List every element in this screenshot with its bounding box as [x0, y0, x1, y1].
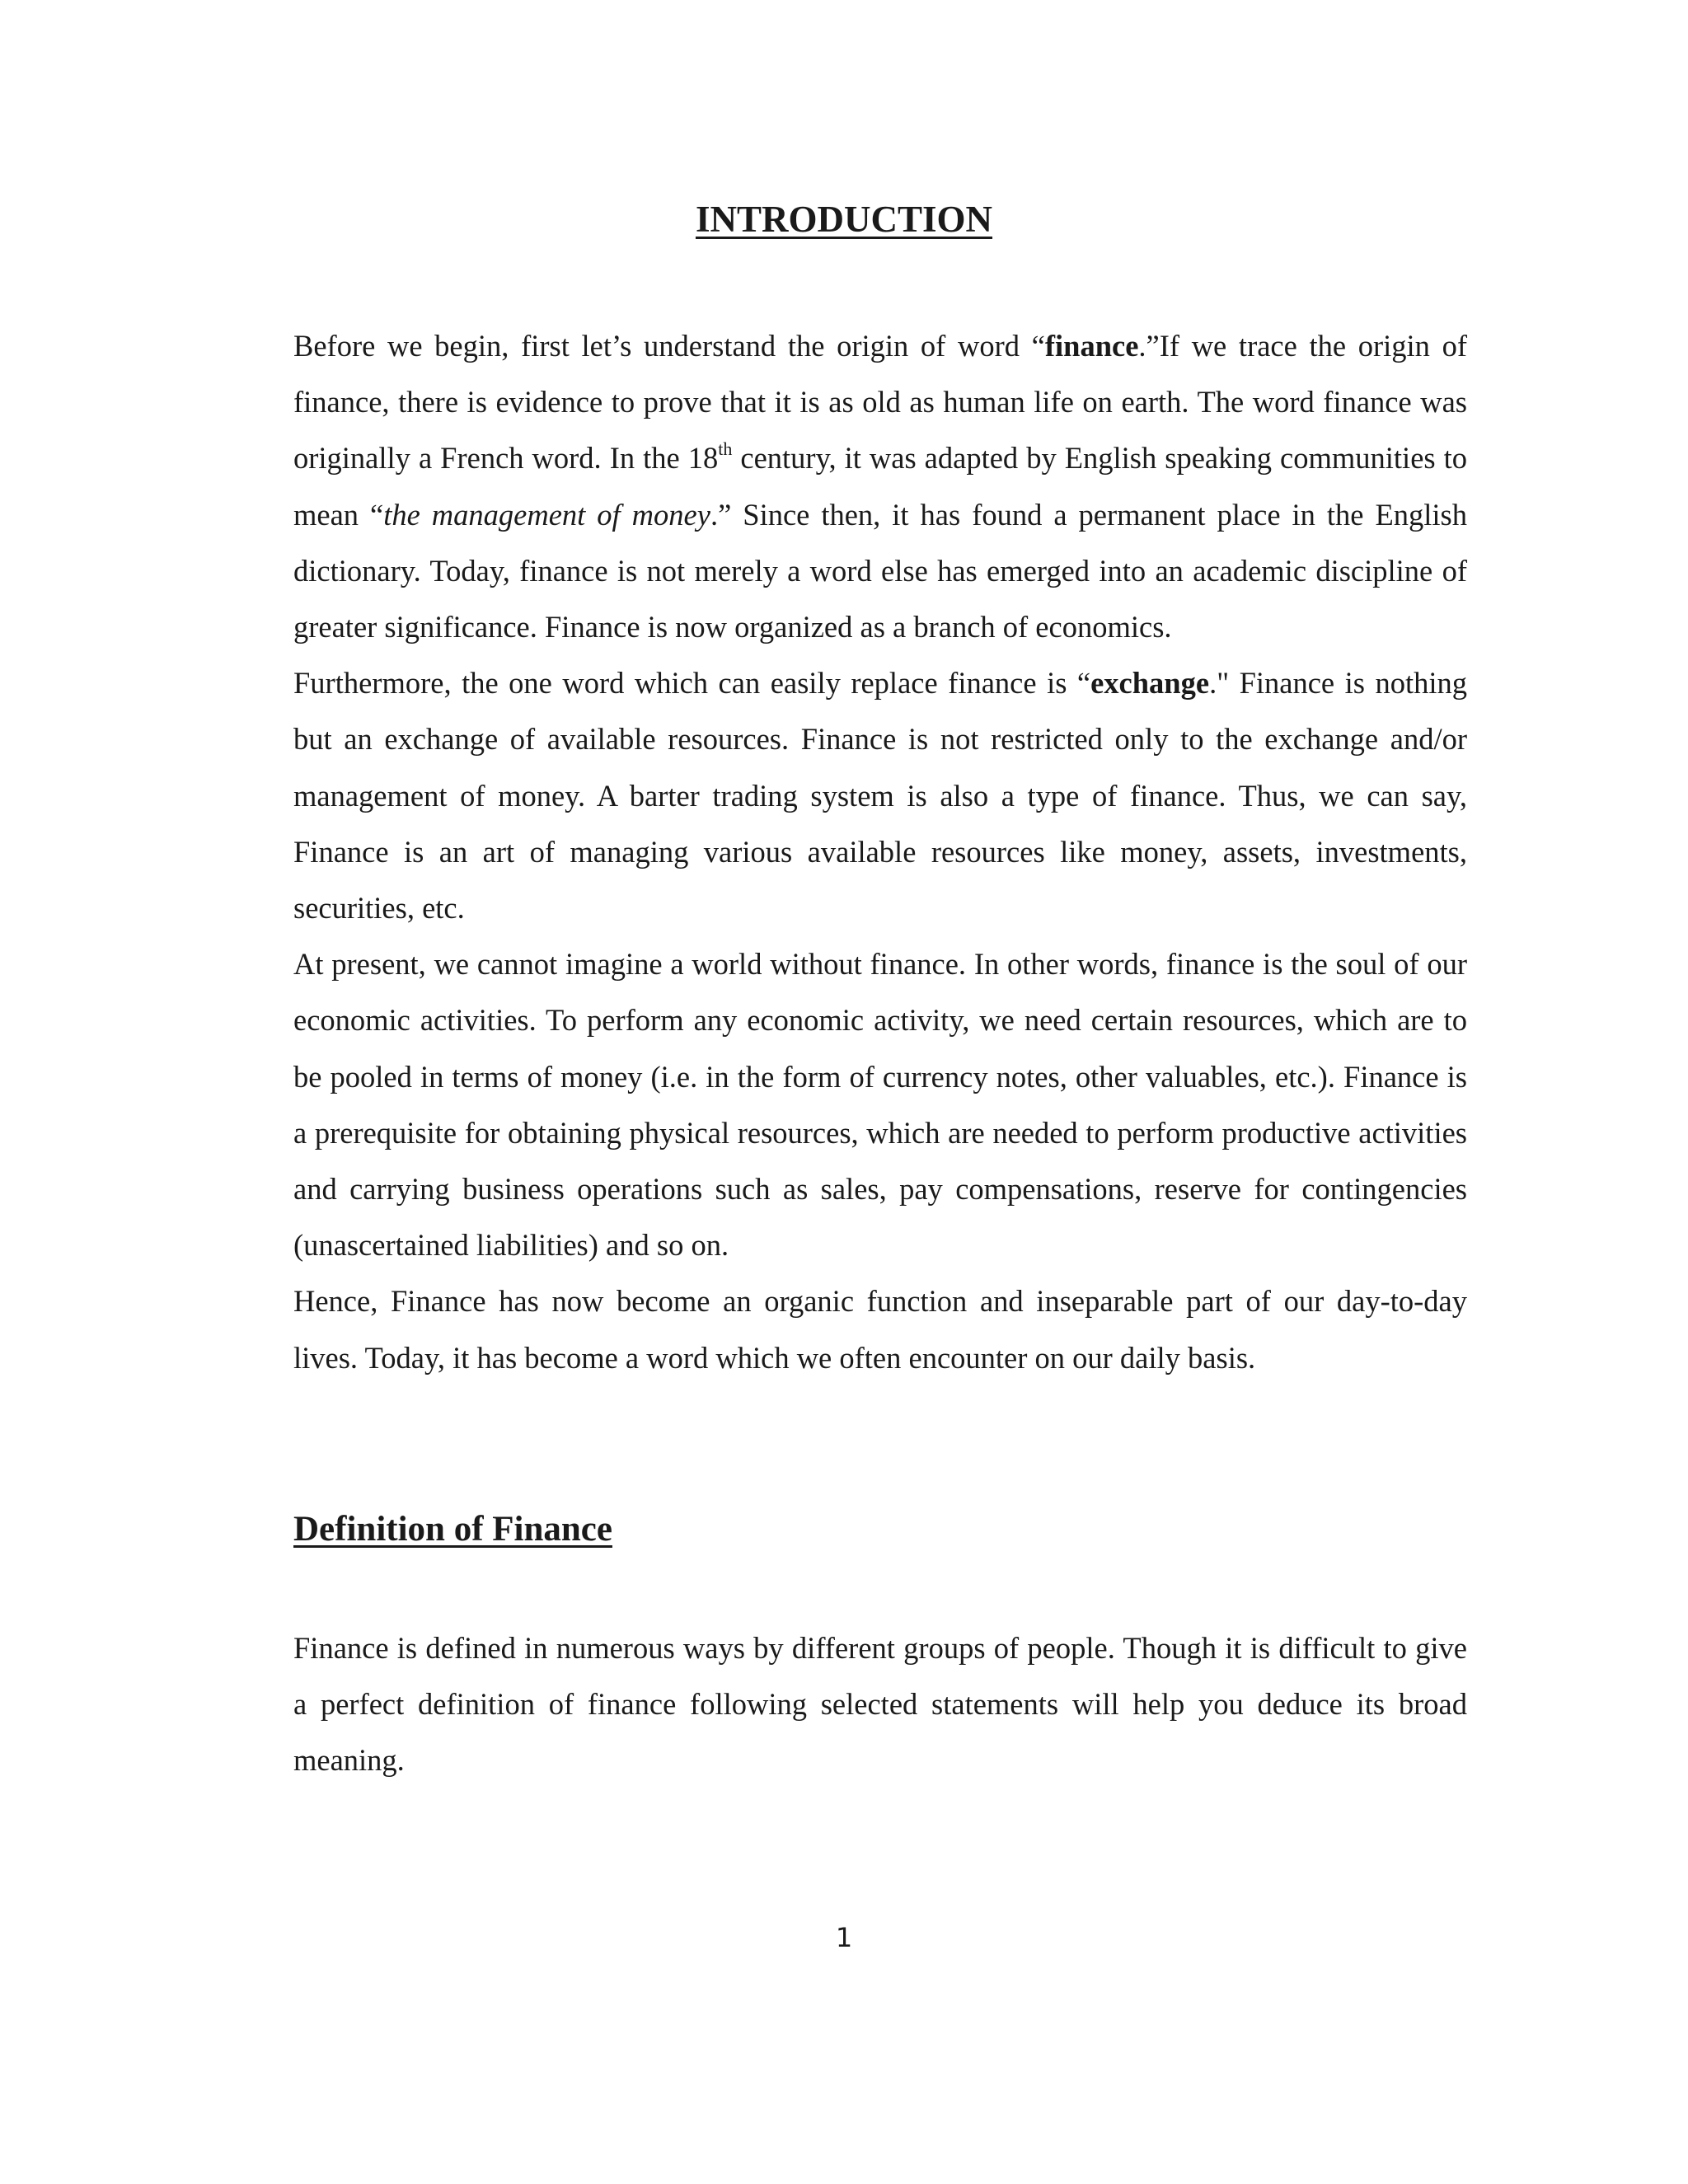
section-heading-definition — [293, 1507, 612, 1553]
intro-p2-text-2: ." Finance is nothing but an exchange of available resources. Finance is not restricted only to the exchange and/or management of money. A barter trading system is also a type of finance. Thus, we can say, Finance is an art of managing various available resources like money, assets, investments, securities, etc. — [293, 666, 1467, 926]
intro-p1-text-4: .” Since then, it has found a permanent place in the English dictionary. Today, finance is not merely a word else has emerged into an academic discipline of greater significance. Finance is now organized as a branch of economics. — [293, 497, 1467, 644]
keyword-exchange: exchange — [1090, 666, 1210, 701]
italic-phrase: the management of money — [383, 497, 710, 532]
page-title — [0, 196, 1688, 242]
ordinal-superscript: th — [718, 438, 733, 460]
definition-body — [293, 1620, 1467, 1789]
intro-paragraph-origin — [293, 318, 1467, 655]
page-number: 1 — [835, 1922, 853, 1953]
introduction-body — [293, 318, 1467, 1386]
intro-p2-text-1: Furthermore, the one word which can easily replace finance is “ — [293, 666, 1091, 701]
intro-paragraph-exchange — [293, 655, 1467, 936]
page-title-text: INTRODUCTION — [695, 199, 993, 240]
intro-paragraph-hence: Hence, Finance has now become an organic function and inseparable part of our day-to-day lives. Today, it has become a word which we often encounter on our daily basis. — [293, 1284, 1467, 1375]
definition-paragraph: Finance is defined in numerous ways by different groups of people. Though it is difficult to give a perfect definition of finance following selected statements will help you deduce its broad meaning. — [293, 1631, 1467, 1778]
intro-p1-text-2: .”If we trace the origin of finance, there is evidence to prove that it is as old as human life on earth. The word finance was originally a French word. In the 18 — [293, 329, 1467, 476]
intro-paragraph-present: At present, we cannot imagine a world without finance. In other words, finance is the soul of our economic activities. To perform any economic activity, we need certain resources, which are to be pooled in terms of money (i.e. in the form of currency notes, other valuables, etc.). Finance is a prerequisite for obtaining physical resources, which are needed to perform productive activities and carrying business operations such as sales, pay compensations, reserve for contingencies (unascertained liabilities) and so on. — [293, 947, 1467, 1263]
section-heading-text: Definition of Finance — [293, 1510, 612, 1549]
keyword-finance: finance — [1044, 329, 1139, 363]
intro-p1-text-1: Before we begin, first let’s understand the origin of word “ — [293, 329, 1045, 363]
intro-p1-text-3: century, it was adapted by English speaking communities to mean “ — [293, 441, 1468, 532]
